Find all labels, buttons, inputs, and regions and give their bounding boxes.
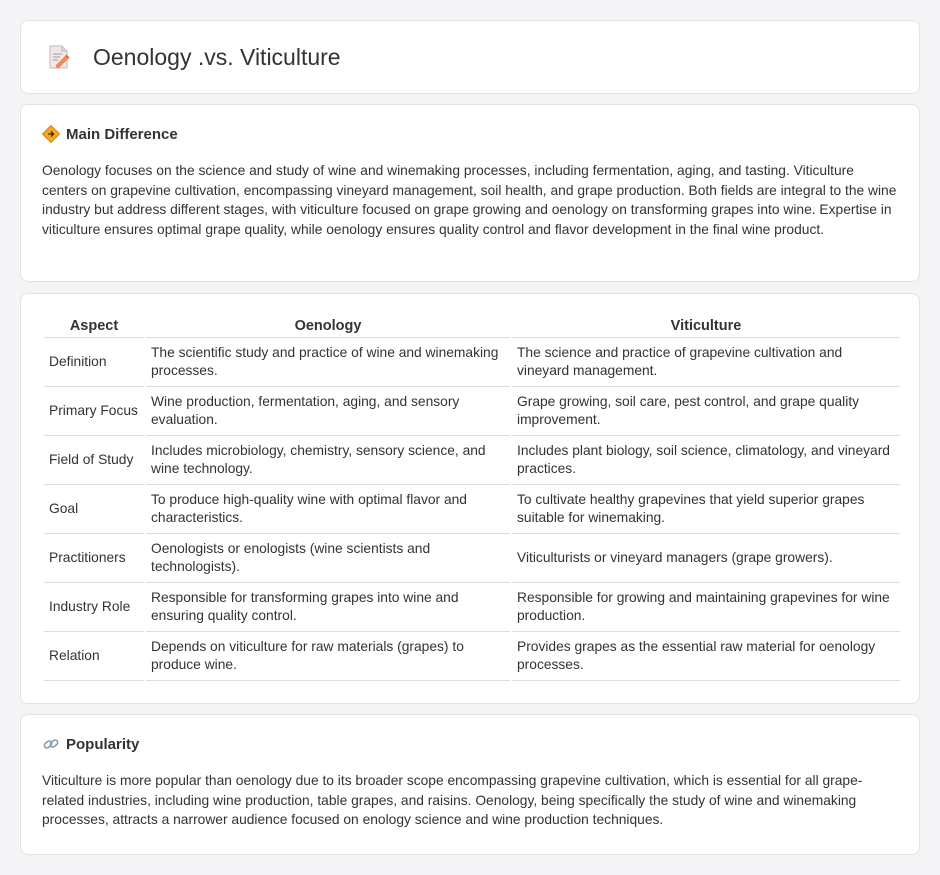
row-oenology: The scientific study and practice of wine and winemaking processes. <box>146 338 510 387</box>
document-edit-icon <box>47 44 71 70</box>
table-row <box>44 485 900 534</box>
row-aspect: Goal <box>44 485 144 534</box>
table-row <box>44 387 900 436</box>
diamond-sign-icon <box>42 125 60 143</box>
table-header-row <box>44 312 900 338</box>
comparison-table-card <box>20 293 920 704</box>
row-aspect: Practitioners <box>44 534 144 583</box>
row-aspect: Primary Focus <box>44 387 144 436</box>
comparison-table <box>42 312 902 681</box>
header-aspect: Aspect <box>44 312 144 338</box>
row-oenology: To produce high-quality wine with optimal flavor and characteristics. <box>146 485 510 534</box>
row-oenology: Depends on viticulture for raw materials (grapes) to produce wine. <box>146 632 510 681</box>
popularity-title: Popularity <box>66 735 140 753</box>
main-difference-text: Oenology focuses on the science and study of wine and winemaking processes, including fermentation, aging, and tasting. Viticulture centers on grapevine cultivation, encompassing vineyard management, soil health, and grape production. Both fields are integral to the wine industry but address different stages, with viticulture focused on grape growing and oenology on transforming grapes into wine. Expertise in viticulture ensures optimal grape quality, while oenology ensures quality control and flavor development in the final wine product. <box>42 163 897 237</box>
row-viticulture: Grape growing, soil care, pest control, and grape quality improvement. <box>512 387 900 436</box>
row-viticulture: Provides grapes as the essential raw material for oenology processes. <box>512 632 900 681</box>
row-oenology: Includes microbiology, chemistry, sensory science, and wine technology. <box>146 436 510 485</box>
popularity-heading <box>42 735 898 753</box>
popularity-card <box>20 714 920 855</box>
row-viticulture: Includes plant biology, soil science, climatology, and vineyard practices. <box>512 436 900 485</box>
table-row <box>44 583 900 632</box>
row-viticulture: Responsible for growing and maintaining grapevines for wine production. <box>512 583 900 632</box>
row-aspect: Field of Study <box>44 436 144 485</box>
row-viticulture: To cultivate healthy grapevines that yield superior grapes suitable for winemaking. <box>512 485 900 534</box>
table-row <box>44 338 900 387</box>
row-aspect: Industry Role <box>44 583 144 632</box>
main-difference-card <box>20 104 920 282</box>
header-oenology: Oenology <box>146 312 510 338</box>
row-oenology: Responsible for transforming grapes into wine and ensuring quality control. <box>146 583 510 632</box>
popularity-text: Viticulture is more popular than oenology due to its broader scope encompassing grapevine cultivation, which is essential for all grape-related industries, including wine production, table grapes, and raisins. Oenology, being specifically the study of wine and winemaking processes, attracts a narrower audience focused on enology science and wine production techniques. <box>42 773 863 828</box>
page-title: Oenology .vs. Viticulture <box>93 43 341 70</box>
row-viticulture: Viticulturists or vineyard managers (grape growers). <box>512 534 900 583</box>
row-oenology: Oenologists or enologists (wine scientists and technologists). <box>146 534 510 583</box>
row-aspect: Definition <box>44 338 144 387</box>
table-row <box>44 534 900 583</box>
table-row <box>44 436 900 485</box>
row-oenology: Wine production, fermentation, aging, and sensory evaluation. <box>146 387 510 436</box>
main-difference-title: Main Difference <box>66 125 178 143</box>
header-card <box>20 20 920 94</box>
link-icon <box>42 735 60 753</box>
table-row <box>44 632 900 681</box>
row-aspect: Relation <box>44 632 144 681</box>
main-difference-heading <box>42 125 898 143</box>
row-viticulture: The science and practice of grapevine cultivation and vineyard management. <box>512 338 900 387</box>
header-viticulture: Viticulture <box>512 312 900 338</box>
